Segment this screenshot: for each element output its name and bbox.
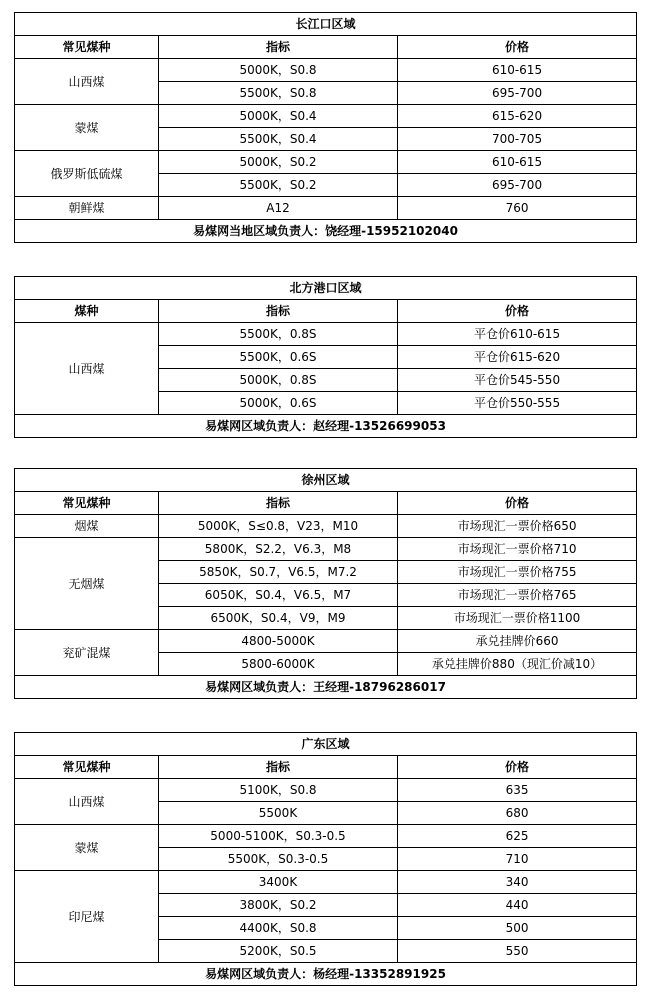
spec-cell: 4400K，S0.8: [159, 917, 398, 940]
region-title: 北方港口区域: [15, 277, 637, 300]
spec-cell: 3400K: [159, 871, 398, 894]
price-cell: 340: [398, 871, 637, 894]
spec-cell: A12: [159, 197, 398, 220]
spec-cell: 5500K，S0.3-0.5: [159, 848, 398, 871]
table-row: [15, 323, 637, 346]
price-cell: 635: [398, 779, 637, 802]
coal-type-cell: 无烟煤: [15, 538, 159, 630]
price-cell: 市场现汇一票价格650: [398, 515, 637, 538]
price-cell: 平仓价550-555: [398, 392, 637, 415]
table-row: [15, 59, 637, 82]
region-table: [14, 12, 637, 243]
table-row: [15, 825, 637, 848]
spec-cell: 5200K，S0.5: [159, 940, 398, 963]
price-cell: 市场现汇一票价格1100: [398, 607, 637, 630]
spec-cell: 4800-5000K: [159, 630, 398, 653]
table-row: [15, 538, 637, 561]
coal-type-header: 煤种: [15, 300, 159, 323]
spec-cell: 5000K，0.6S: [159, 392, 398, 415]
price-cell: 平仓价545-550: [398, 369, 637, 392]
region-contact: 易煤网区域负责人：杨经理-13352891925: [15, 963, 637, 986]
region-contact: 易煤网区域负责人：王经理-18796286017: [15, 676, 637, 699]
coal-type-header: 常见煤种: [15, 492, 159, 515]
price-cell: 市场现汇一票价格710: [398, 538, 637, 561]
price-cell: 550: [398, 940, 637, 963]
price-cell: 700-705: [398, 128, 637, 151]
table-row: [15, 515, 637, 538]
spec-cell: 5500K，S0.8: [159, 82, 398, 105]
coal-type-cell: 俄罗斯低硫煤: [15, 151, 159, 197]
coal-type-header: 常见煤种: [15, 36, 159, 59]
table-row: [15, 105, 637, 128]
region-title: 广东区域: [15, 733, 637, 756]
coal-type-header: 常见煤种: [15, 756, 159, 779]
price-cell: 760: [398, 197, 637, 220]
coal-type-cell: 兖矿混煤: [15, 630, 159, 676]
price-header: 价格: [398, 492, 637, 515]
region-contact: 易煤网当地区域负责人：饶经理-15952102040: [15, 220, 637, 243]
price-cell: 承兑挂牌价660: [398, 630, 637, 653]
price-header: 价格: [398, 300, 637, 323]
spec-cell: 6500K，S0.4，V9，M9: [159, 607, 398, 630]
coal-type-cell: 印尼煤: [15, 871, 159, 963]
spec-cell: 3800K，S0.2: [159, 894, 398, 917]
spec-cell: 5500K，0.8S: [159, 323, 398, 346]
price-cell: 695-700: [398, 82, 637, 105]
price-cell: 500: [398, 917, 637, 940]
price-cell: 710: [398, 848, 637, 871]
spec-cell: 5850K，S0.7，V6.5，M7.2: [159, 561, 398, 584]
price-cell: 平仓价615-620: [398, 346, 637, 369]
table-row: [15, 630, 637, 653]
spec-cell: 5000K，S0.2: [159, 151, 398, 174]
spec-cell: 5500K，0.6S: [159, 346, 398, 369]
spec-header: 指标: [159, 300, 398, 323]
price-cell: 680: [398, 802, 637, 825]
region-table: [14, 468, 637, 699]
spec-cell: 5500K: [159, 802, 398, 825]
coal-type-cell: 山西煤: [15, 779, 159, 825]
price-cell: 市场现汇一票价格765: [398, 584, 637, 607]
price-cell: 440: [398, 894, 637, 917]
spec-cell: 5500K，S0.4: [159, 128, 398, 151]
price-header: 价格: [398, 756, 637, 779]
spec-header: 指标: [159, 492, 398, 515]
price-cell: 625: [398, 825, 637, 848]
region-table: [14, 732, 637, 986]
price-cell: 610-615: [398, 151, 637, 174]
table-row: [15, 197, 637, 220]
table-row: [15, 871, 637, 894]
spec-header: 指标: [159, 36, 398, 59]
coal-type-cell: 朝鲜煤: [15, 197, 159, 220]
price-cell: 承兑挂牌价880（现汇价减10）: [398, 653, 637, 676]
spec-cell: 5100K，S0.8: [159, 779, 398, 802]
spec-cell: 5800-6000K: [159, 653, 398, 676]
price-cell: 市场现汇一票价格755: [398, 561, 637, 584]
spec-cell: 5000K，0.8S: [159, 369, 398, 392]
coal-type-cell: 蒙煤: [15, 105, 159, 151]
spec-cell: 5800K，S2.2，V6.3，M8: [159, 538, 398, 561]
table-row: [15, 151, 637, 174]
spec-cell: 5000K，S≤0.8，V23，M10: [159, 515, 398, 538]
coal-type-cell: 山西煤: [15, 59, 159, 105]
spec-cell: 5000K，S0.4: [159, 105, 398, 128]
region-title: 徐州区域: [15, 469, 637, 492]
coal-type-cell: 山西煤: [15, 323, 159, 415]
region-title: 长江口区域: [15, 13, 637, 36]
spec-header: 指标: [159, 756, 398, 779]
price-cell: 610-615: [398, 59, 637, 82]
spec-cell: 5000-5100K，S0.3-0.5: [159, 825, 398, 848]
table-row: [15, 779, 637, 802]
price-cell: 平仓价610-615: [398, 323, 637, 346]
price-cell: 615-620: [398, 105, 637, 128]
spec-cell: 5000K，S0.8: [159, 59, 398, 82]
spec-cell: 5500K，S0.2: [159, 174, 398, 197]
price-cell: 695-700: [398, 174, 637, 197]
coal-type-cell: 蒙煤: [15, 825, 159, 871]
region-table: [14, 276, 637, 438]
spec-cell: 6050K，S0.4，V6.5，M7: [159, 584, 398, 607]
coal-type-cell: 烟煤: [15, 515, 159, 538]
price-header: 价格: [398, 36, 637, 59]
region-contact: 易煤网区域负责人：赵经理-13526699053: [15, 415, 637, 438]
